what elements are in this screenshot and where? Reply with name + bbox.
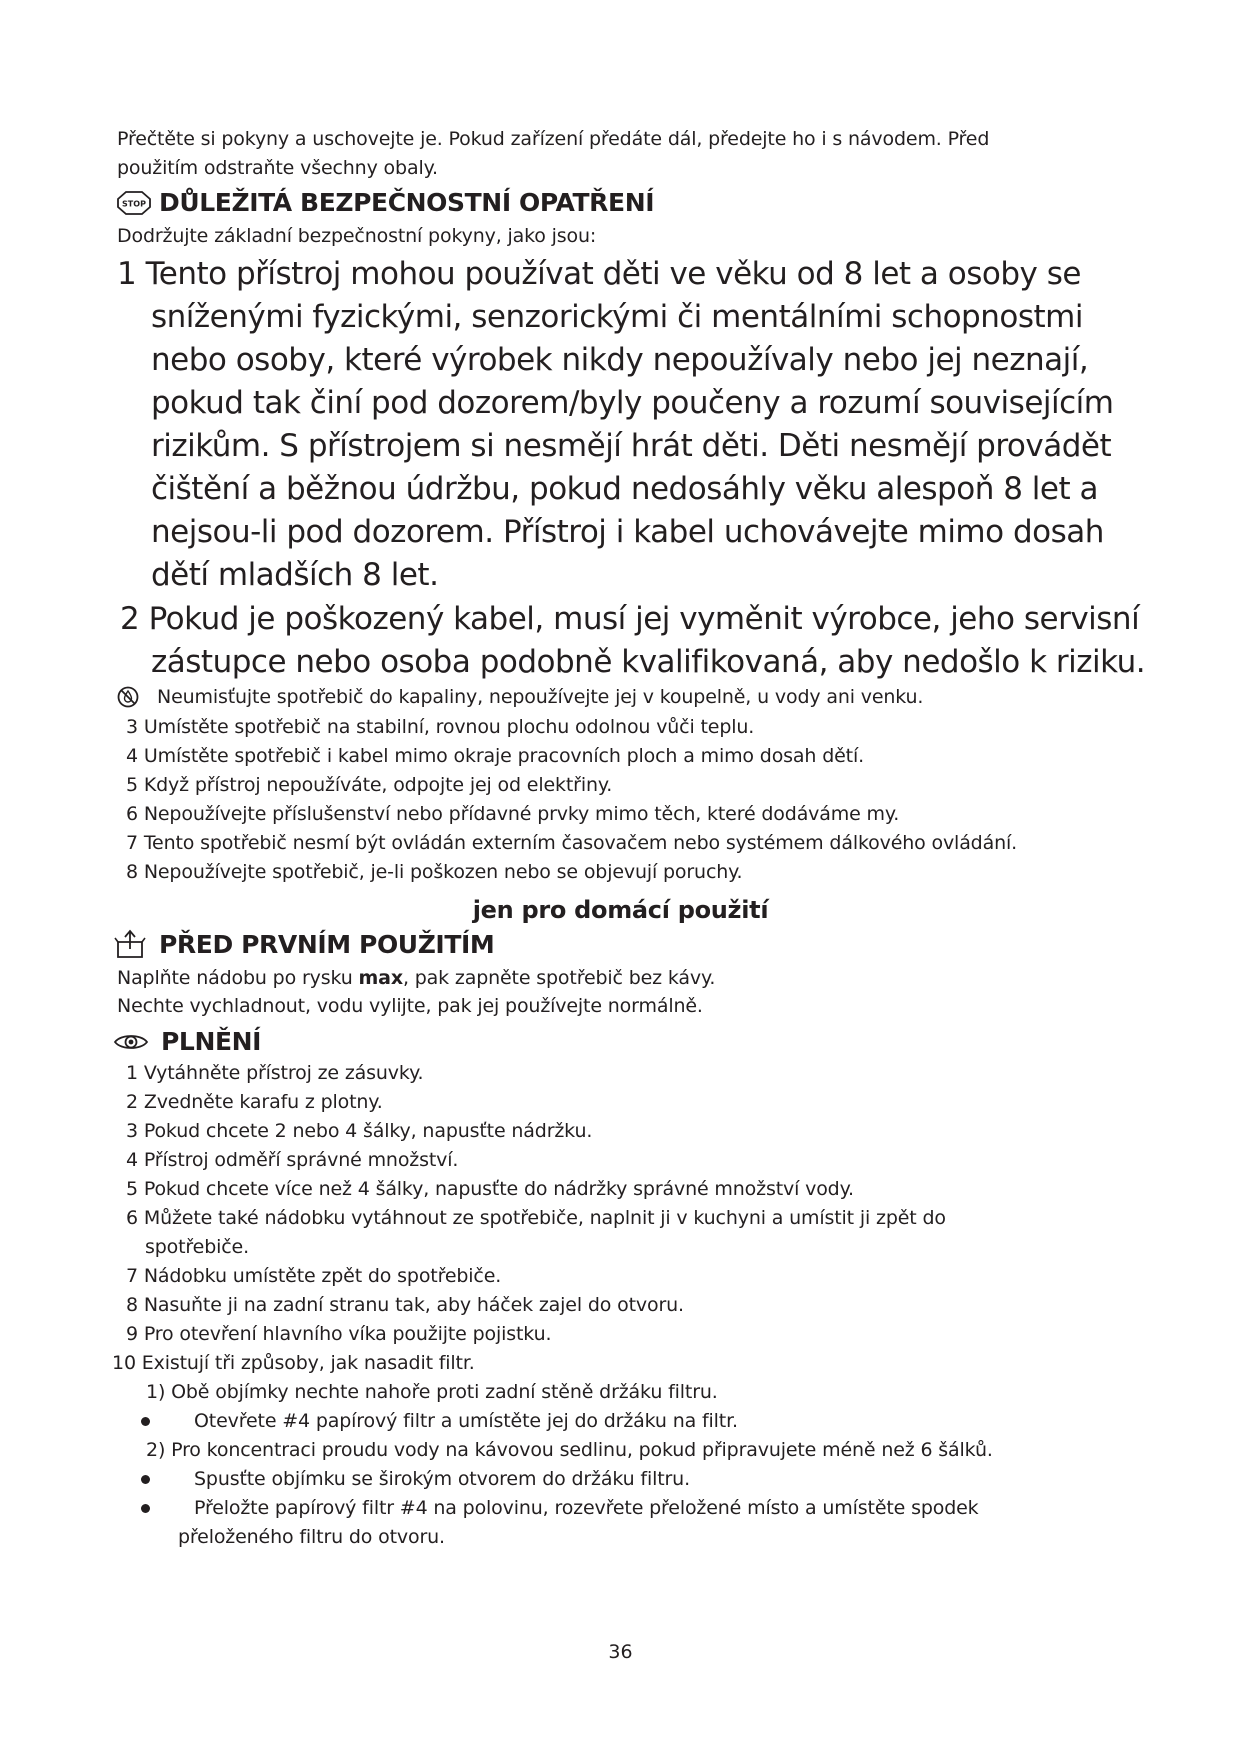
eye-icon <box>113 1031 149 1053</box>
bullet-dot <box>141 1417 150 1426</box>
filling-item-6: 6 Můžete také nádobku vytáhnout ze spotřebiče, naplnit ji v kuchyni a umístit ji zpět do <box>126 1207 946 1229</box>
bullet-dot <box>141 1475 150 1484</box>
intro-line-2: použitím odstraňte všechny obaly. <box>117 157 438 179</box>
no-water-line: Neumisťujte spotřebič do kapaliny, nepoužívejte jej v koupelně, u vody ani venku. <box>157 686 924 708</box>
filling-item-7: 7 Nádobku umístěte zpět do spotřebiče. <box>126 1265 502 1287</box>
before-first-use-title: PŘED PRVNÍM POUŽITÍM <box>159 930 495 959</box>
safety-item-1-line-1: 1 Tento přístroj mohou používat děti ve věku od 8 let a osoby se <box>117 256 1081 292</box>
safety-item-2-line-2: zástupce nebo osoba podobně kvalifikovaná, aby nedošlo k riziku. <box>151 644 1146 680</box>
filter-bullet-2: Spusťte objímku se širokým otvorem do držáku filtru. <box>194 1468 690 1490</box>
filter-method-2: 2) Pro koncentraci proudu vody na kávovou sedlinu, pokud připravujete méně než 6 šálků. <box>146 1439 993 1461</box>
filling-item-2: 2 Zvedněte karafu z plotny. <box>126 1091 383 1113</box>
filling-title: PLNĚNÍ <box>161 1027 262 1056</box>
stop-icon <box>117 191 151 215</box>
no-water-icon <box>117 686 139 708</box>
filling-item-8: 8 Nasuňte ji na zadní stranu tak, aby háček zajel do otvoru. <box>126 1294 684 1316</box>
safety-item-5: 5 Když přístroj nepoužíváte, odpojte jej od elektřiny. <box>126 774 613 796</box>
stop-icon-label: STOP <box>122 199 146 209</box>
filling-item-4: 4 Přístroj odměří správné množství. <box>126 1149 459 1171</box>
safety-item-4: 4 Umístěte spotřebič i kabel mimo okraje pracovních ploch a mimo dosah dětí. <box>126 745 864 767</box>
before-first-use-line-1 <box>117 967 715 989</box>
filling-item-6-cont: spotřebiče. <box>145 1236 249 1258</box>
safety-item-8: 8 Nepoužívejte spotřebič, je-li poškozen nebo se objevují poruchy. <box>126 861 743 883</box>
safety-item-1-line-2: sníženými fyzickými, senzorickými či mentálními schopnostmi <box>151 299 1083 335</box>
safety-item-1-line-7: nejsou-li pod dozorem. Přístroj i kabel uchovávejte mimo dosah <box>151 514 1104 550</box>
before-first-use-line-2: Nechte vychladnout, vodu vylijte, pak jej používejte normálně. <box>117 995 703 1017</box>
filling-item-10: 10 Existují tři způsoby, jak nasadit filtr. <box>112 1352 475 1374</box>
safety-subtitle: Dodržujte základní bezpečnostní pokyny, jako jsou: <box>117 225 597 247</box>
safety-item-1-line-8: dětí mladších 8 let. <box>151 557 439 593</box>
safety-item-1-line-4: pokud tak činí pod dozorem/byly poučeny a rozumí souvisejícím <box>151 385 1114 421</box>
intro-line-1: Přečtěte si pokyny a uschovejte je. Pokud zařízení předáte dál, předejte ho i s návodem. Před <box>117 128 990 150</box>
safety-item-1-line-5: rizikům. S přístrojem si nesmějí hrát děti. Děti nesmějí provádět <box>151 428 1112 464</box>
filling-item-9: 9 Pro otevření hlavního víka použijte pojistku. <box>126 1323 552 1345</box>
max-mark-label: max <box>358 967 403 989</box>
safety-item-1-line-3: nebo osoby, které výrobek nikdy nepoužívaly nebo jej neznají, <box>151 342 1089 378</box>
safety-item-7: 7 Tento spotřebič nesmí být ovládán externím časovačem nebo systémem dálkového ovládání. <box>126 832 1017 854</box>
filter-bullet-3-line-1: Přeložte papírový filtr #4 na polovinu, rozevřete přeložené místo a umístěte spodek <box>194 1497 979 1519</box>
safety-item-1-line-6: čištění a běžnou údržbu, pokud nedosáhly věku alespoň 8 let a <box>151 471 1098 507</box>
filling-item-1: 1 Vytáhněte přístroj ze zásuvky. <box>126 1062 424 1084</box>
filling-item-5: 5 Pokud chcete více než 4 šálky, napusťte do nádržky správné množství vody. <box>126 1178 854 1200</box>
safety-item-3: 3 Umístěte spotřebič na stabilní, rovnou plochu odolnou vůči teplu. <box>126 716 755 738</box>
safety-title: DŮLEŽITÁ BEZPEČNOSTNÍ OPATŘENÍ <box>159 188 655 217</box>
safety-item-2-line-1: 2 Pokud je poškozený kabel, musí jej vyměnit výrobce, jeho servisní <box>120 601 1140 637</box>
domestic-use-note: jen pro domácí použití <box>472 896 769 924</box>
before-first-use-line-1-end: , pak zapněte spotřebič bez kávy. <box>402 967 716 989</box>
filter-method-1: 1) Obě objímky nechte nahoře proti zadní stěně držáku filtru. <box>146 1381 718 1403</box>
before-first-use-line-1-start: Naplňte nádobu po rysku <box>117 967 359 989</box>
filling-item-3: 3 Pokud chcete 2 nebo 4 šálky, napusťte nádržku. <box>126 1120 593 1142</box>
bullet-dot <box>141 1504 150 1513</box>
filter-bullet-1: Otevřete #4 papírový filtr a umístěte jej do držáku na filtr. <box>194 1410 738 1432</box>
safety-item-6: 6 Nepoužívejte příslušenství nebo přídavné prvky mimo těch, které dodáváme my. <box>126 803 900 825</box>
filter-bullet-3-line-2: přeloženého filtru do otvoru. <box>178 1526 445 1548</box>
box-arrow-up-icon <box>114 929 146 959</box>
page-number: 36 <box>608 1641 633 1663</box>
